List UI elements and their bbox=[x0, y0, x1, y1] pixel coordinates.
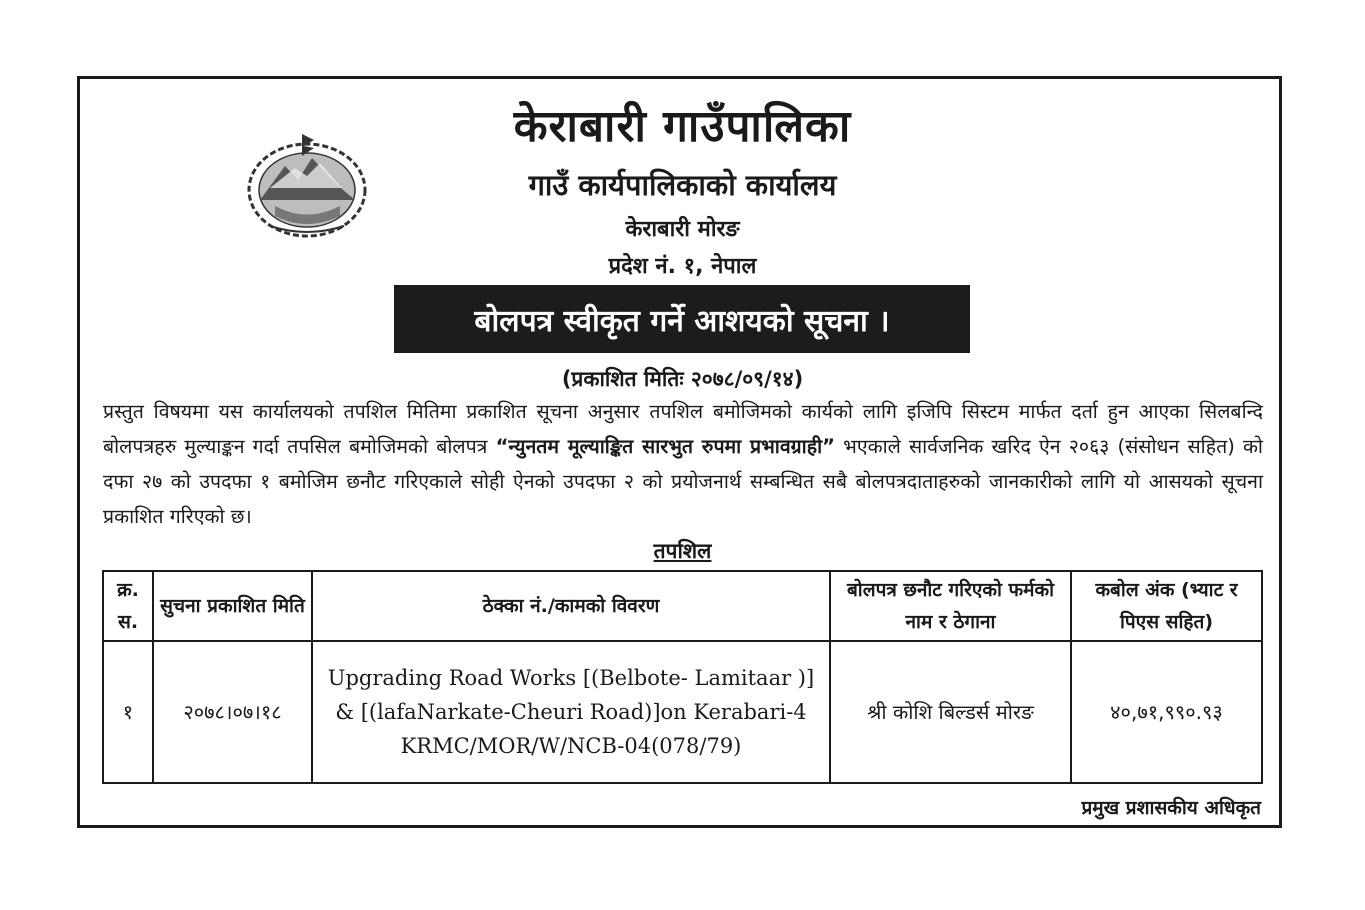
table-heading: तपशिल bbox=[653, 539, 712, 563]
column-header-serial: क्र. स. bbox=[103, 571, 153, 641]
notice-body bbox=[103, 394, 1263, 534]
notice-title: बोलपत्र स्वीकृत गर्ने आशयको सूचना । bbox=[394, 285, 970, 353]
cell-notice-date: २०७८।०७।१८ bbox=[153, 641, 312, 783]
table-row bbox=[103, 641, 1262, 783]
notice-body-emphasis: “न्युनतम मूल्याङ्कित सारभुत रुपमा प्रभावग्राही” bbox=[495, 435, 835, 458]
office-name: गाउँ कार्यपालिकाको कार्यालय bbox=[528, 168, 837, 202]
details-table bbox=[102, 570, 1263, 784]
cell-firm: श्री कोशि बिल्डर्स मोरङ bbox=[830, 641, 1071, 783]
cell-description: Upgrading Road Works [(Belbote- Lamitaar )] & [(lafaNarkate-Cheuri Road)]on Kerabari-4 KRMC/MOR/W/NCB-04(078/79) bbox=[312, 641, 830, 783]
column-header-firm: बोलपत्र छनौट गरिएको फर्मको नाम र ठेगाना bbox=[830, 571, 1071, 641]
province-line: प्रदेश नं. १, नेपाल bbox=[608, 254, 757, 279]
municipality-name: केराबारी गाउँपालिका bbox=[513, 101, 852, 152]
signatory-title: प्रमुख प्रशासकीय अधिकृत bbox=[1081, 797, 1261, 819]
column-header-notice-date: सुचना प्रकाशित मिति bbox=[153, 571, 312, 641]
published-date: (प्रकाशित मितिः २०७८/०९/१४) bbox=[561, 367, 804, 391]
table-header-row bbox=[103, 571, 1262, 641]
notice-body-part2: भएकाले सार्वजनिक खरिद ऐन २०६३ (संसोधन सहित) को दफा २७ को उपदफा १ बमोजिम छनौट गरिएकाले सोही ऐनको उपदफा २ को प्रयोजनार्थ सम्बन्धित सबै बोलपत्रदाताहरुको जानकारीको लागि यो आसयको सूचना प्रकाशित गरिएको छ। bbox=[103, 435, 1263, 528]
notice-body-part1: प्रस्तुत विषयमा यस कार्यालयको तपशिल मितिमा प्रकाशित सूचना अनुसार तपशिल बमोजिमको कार्यको लागि इजिपि सिस्टम मार्फत दर्ता हुन आएका सिलबन्दि बोलपत्रहरु मुल्याङ्कन गर्दा तपसिल बमोजिमको बोलपत्र bbox=[103, 400, 1263, 458]
column-header-description: ठेक्का नं./कामको विवरण bbox=[312, 571, 830, 641]
column-header-amount: कबोल अंक (भ्याट र पिएस सहित) bbox=[1071, 571, 1262, 641]
cell-amount: ४०,७१,९९०.९३ bbox=[1071, 641, 1262, 783]
office-location: केराबारी मोरङ bbox=[625, 217, 740, 242]
cell-serial: १ bbox=[103, 641, 153, 783]
